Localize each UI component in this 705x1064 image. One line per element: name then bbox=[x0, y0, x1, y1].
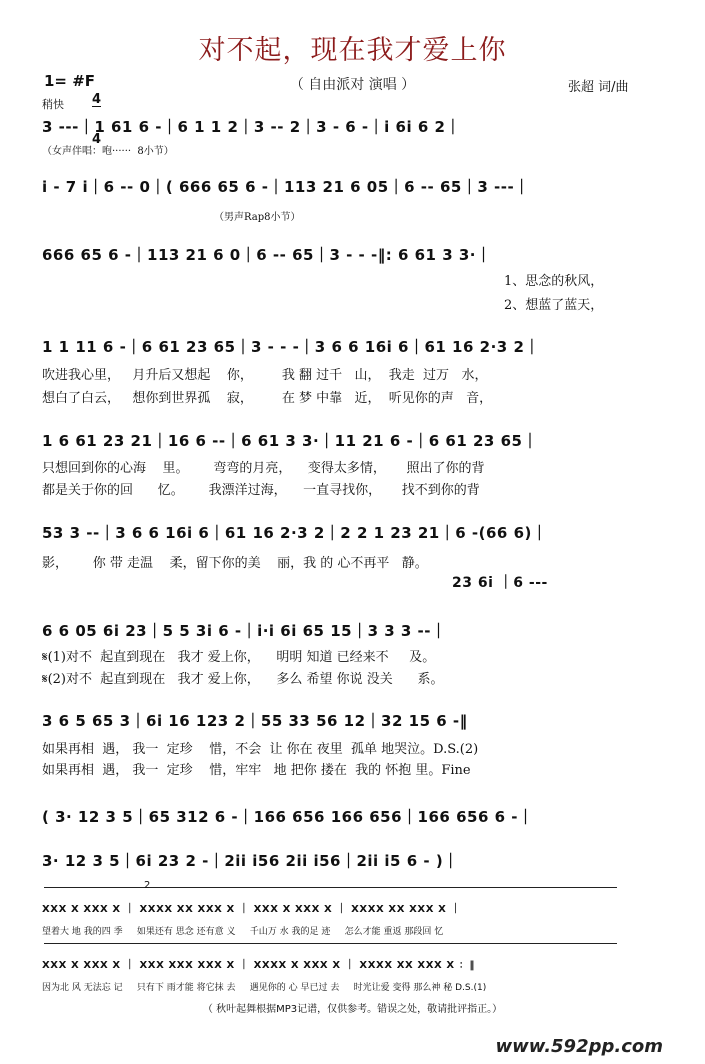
transcription-note: （ 秋叶起舞根据MP3记谱，仅供参考。错误之处，敬请批评指正。） bbox=[202, 1004, 503, 1015]
lyric-line: 都是关于你的回 忆。 我漂洋过海， 一直寻找你， 找不到你的背 bbox=[42, 483, 480, 498]
notation-row: 1 1 11 6 -｜6 61 23 65｜3 - - -｜3 6 6 16i 6｜61 16 2·3 2｜ bbox=[42, 338, 540, 356]
rap-rhythm-row: XXX X XXX X ｜ XXX XXX XXX X ｜ XXXX X XXX X ｜ XXXX XX XXX X ：‖ bbox=[42, 960, 476, 971]
key-signature: 1= #F bbox=[44, 72, 96, 90]
lyric-line: 想白了白云， 想你到世界孤 寂， 在 梦 中靠 近， 听见你的声 音， bbox=[42, 391, 493, 406]
lyric-line: 如果再相 遇， 我一 定珍 惜，牢牢 地 把你 搂在 我的 怀抱 里。Fine bbox=[42, 763, 471, 778]
rap-marker: 2 bbox=[144, 880, 151, 891]
rap-lyric-line: 望着大 地 我的四 季 如果还有 思念 还有意 义 千山万 水 我的足 迹 怎么才能 重返 那段回 忆 bbox=[42, 927, 444, 937]
notation-row: 3· 12 3 5｜6i 23 2 -｜2ii i56 2ii i56｜2ii i5 6 - )｜ bbox=[42, 852, 459, 870]
lyric-line: （女声伴唱：咆······ 8小节） bbox=[42, 146, 174, 157]
notation-row: 6 6 05 6i 23｜5 5 3i 6 -｜i·i 6i 65 15｜3 3 3 --｜ bbox=[42, 622, 447, 640]
notation-alt-ending: 23 6i ｜6 --- bbox=[452, 575, 548, 591]
lyric-line: 只想回到你的心海 里。 弯弯的月亮， 变得太多情， 照出了你的背 bbox=[42, 461, 485, 476]
time-sig-top: 4 bbox=[92, 92, 102, 107]
song-title: 对不起，现在我才爱上你 bbox=[198, 35, 507, 66]
notation-row: 1 6 61 23 21｜16 6 --｜6 61 3 3·｜11 21 6 -｜6 61 23 65｜ bbox=[42, 432, 538, 450]
notation-row: 3 6 5 65 3｜6i 16 123 2｜55 33 56 12｜32 15 6 -‖ bbox=[42, 712, 468, 730]
notation-row: ( 3· 12 3 5｜65 312 6 -｜166 656 166 656｜166 656 6 -｜ bbox=[42, 808, 534, 826]
lyric-line: 1、思念的秋风， bbox=[504, 274, 604, 289]
lyric-line: 影， 你 带 走温 柔，留下你的美 丽，我 的 心不再平 静。 bbox=[42, 556, 428, 571]
credits: 张超 词/曲 bbox=[568, 80, 629, 95]
notation-row: i - 7 i｜6 -- 0｜( 666 65 6 -｜113 21 6 05｜6 -- 65｜3 ---｜ bbox=[42, 178, 530, 196]
notation-row: 666 65 6 -｜113 21 6 0｜6 -- 65｜3 - - -‖: 6 61 3 3·｜ bbox=[42, 246, 492, 264]
time-sig-bottom: 4 bbox=[92, 132, 102, 147]
lyric-line: 如果再相 遇， 我一 定珍 惜，不会 让 你在 夜里 孤单 地哭泣。D.S.(2) bbox=[42, 742, 479, 757]
lyric-line: 𝄋(2)对不 起直到现在 我才 爱上你， 多么 希望 你说 没关 系。 bbox=[42, 672, 444, 687]
site-watermark: www.592pp.com bbox=[495, 1036, 663, 1057]
rap-divider bbox=[44, 943, 617, 944]
lyric-line: （男声Rap8小节） bbox=[214, 212, 301, 223]
notation-row: 53 3 --｜3 6 6 16i 6｜61 16 2·3 2｜2 2 1 23 21｜6 -(66 6)｜ bbox=[42, 524, 548, 542]
rap-lyric-line: 因为北 风 无法忘 记 只有下 雨才能 将它抹 去 遇见你的 心 早已过 去 时光让爱 变得 那么神 秘 D.S.(1) bbox=[42, 983, 487, 993]
notation-row: 3 ---｜1 61 6 -｜6 1 1 2｜3 -- 2｜3 - 6 -｜i 6i 6 2｜ bbox=[42, 118, 461, 136]
rap-rhythm-row: XXX X XXX X ｜ XXXX XX XXX X ｜ XXX X XXX X ｜ XXXX XX XXX X ｜ bbox=[42, 904, 462, 915]
performers: （ 自由派对 演唱 ） bbox=[289, 77, 416, 93]
lyric-line: 2、想蓝了蓝天， bbox=[504, 298, 604, 313]
lyric-line: 吹进我心里， 月升后又想起 你， 我 翻 过千 山， 我走 过万 水， bbox=[42, 368, 488, 383]
lyric-line: 𝄋(1)对不 起直到现在 我才 爱上你， 明明 知道 已经来不 及。 bbox=[42, 650, 436, 665]
tempo-marking: 稍快 bbox=[42, 98, 64, 111]
rap-divider bbox=[44, 887, 617, 888]
